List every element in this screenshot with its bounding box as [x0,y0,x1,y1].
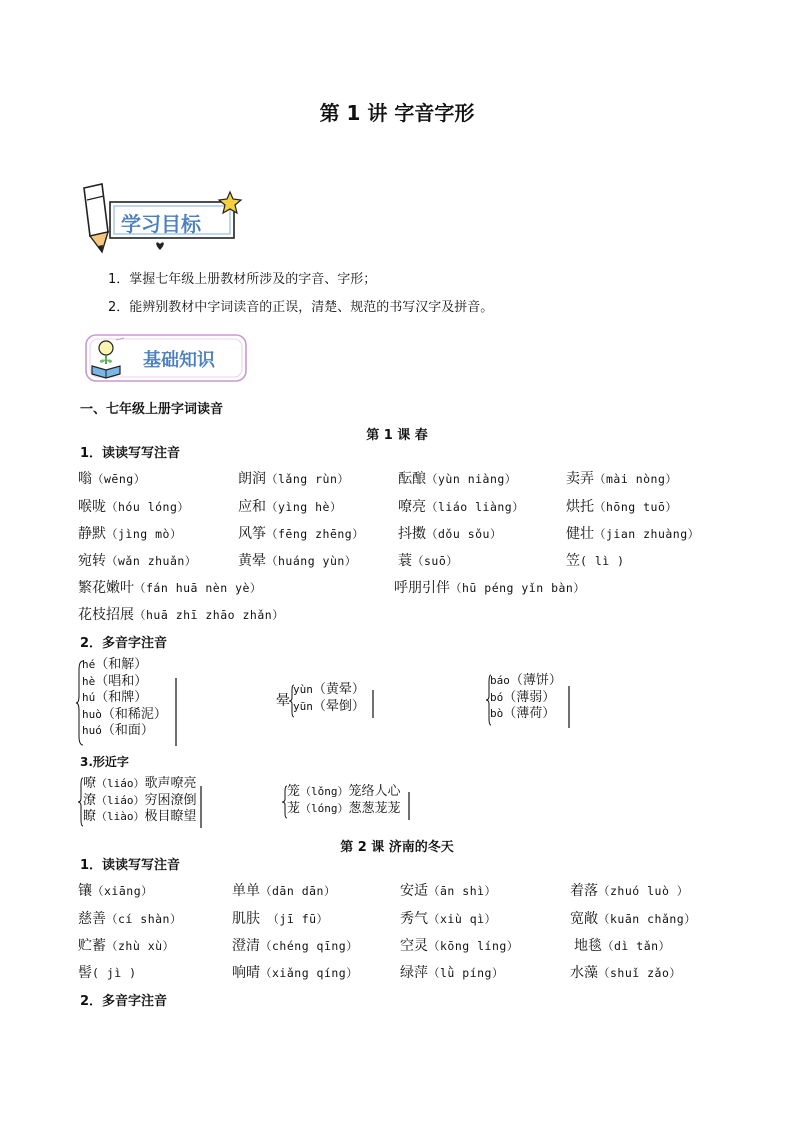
right-bracket [172,678,178,746]
word-entry: 酝酿（yùn niàng） [398,471,517,487]
word-entry: 朗润（lǎng rùn） [238,471,350,487]
word-entry: 慈善（cí shàn） [78,911,182,927]
word-entry: 响晴（xiǎng qíng） [232,965,359,981]
polyphone-item: hè（唱和） [82,673,148,689]
similar-item: 潦（liáo）穷困潦倒 [83,792,197,808]
page-title: 第 1 讲 字音字形 [319,101,475,125]
word-entry: 抖擞（dǒu sǒu） [398,526,502,542]
similar-group-a [83,776,197,826]
word-entry: 单单（dān dān） [232,883,336,899]
word-entry: 蓑（suō） [398,553,459,569]
word-entry: 水藻（shuǐ zǎo） [570,965,682,981]
lesson-1-polyphone-heading: 2．多音字注音 [80,636,168,651]
word-entry: 健壮（jian zhuàng） [566,526,700,542]
polyphone-item: yùn（黄晕） [293,682,365,697]
lesson-1-reading-heading: 1．读读写写注音 [80,446,181,461]
objective-1: 1．掌握七年级上册教材所涉及的字音、字形； [108,272,377,287]
word-entry: 嗡（wēng） [78,471,146,487]
word-entry: 喉咙（hóu lóng） [78,499,190,515]
polyphone-group-bo [490,673,562,723]
word-entry: 空灵（kōng líng） [400,938,519,954]
word-entry: 贮蓄（zhù xù） [78,938,175,954]
polyphone-item: báo（薄饼） [490,673,562,688]
word-entry: 风筝（fēng zhēng） [238,526,365,542]
polyphone-item: huó（和面） [82,723,154,738]
polyphone-item: bò（薄荷） [490,706,556,721]
word-entry: 镶（xiāng） [78,883,154,899]
word-entry: 地毯（dì tǎn） [574,938,671,954]
word-entry: 澄清（chéng qīng） [232,938,359,954]
polyphone-item: huò（和稀泥） [82,706,167,722]
lesson-1-similar-heading: 3.形近字 [80,755,129,769]
lesson-2-reading-heading: 1．读读写写注音 [80,858,181,873]
lesson-2-title: 第 2 课 济南的冬天 [340,840,454,855]
basics-banner-label: 基础知识 [143,350,215,371]
polyphone-item: hú（和牌） [82,690,148,705]
word-entry: 花枝招展（huā zhī zhāo zhǎn） [78,607,285,623]
word-entry: 烘托（hōng tuō） [566,499,678,515]
word-entry: 安适（ān shì） [400,883,497,899]
right-bracket [370,690,376,718]
word-entry: 髻( jì ) [78,965,137,981]
right-bracket [198,786,204,828]
right-bracket [566,686,572,728]
pencil-icon [84,184,108,252]
polyphone-group-he [82,657,167,740]
polyphone-char-yun: 晕 [276,693,290,709]
polyphone-item: yūn（晕倒） [293,698,365,714]
right-bracket [406,792,412,820]
word-entry: 秀气（xiù qì） [400,911,497,927]
lesson-1-title: 第 1 课 春 [366,428,428,443]
word-entry: 静默（jìng mò） [78,526,182,542]
word-entry: 嘹亮（liáo liàng） [398,499,525,515]
section-heading: 一、七年级上册字词读音 [80,402,224,417]
word-entry: 宽敞（kuān chǎng） [570,911,697,927]
word-entry: 肌肤 （jī fū） [232,911,329,927]
similar-item: 茏（lóng）葱葱茏茏 [287,800,401,816]
similar-item: 瞭（liào）极目瞭望 [83,809,197,824]
polyphone-item: bó（薄弱） [490,689,556,705]
word-entry: 着落（zhuó luò ） [570,883,689,899]
objective-2: 2．能辨别教材中字词读音的正误，清楚、规范的书写汉字及拼音。 [108,300,494,315]
word-entry: 呼朋引伴（hū péng yǐn bàn） [394,580,586,596]
lesson-2-polyphone-heading: 2．多音字注音 [80,994,168,1009]
similar-item: 嘹（liáo）歌声嘹亮 [83,776,197,791]
word-entry: 笠( lì ) [566,553,625,569]
word-entry: 绿萍（lǜ píng） [400,965,504,981]
word-entry: 应和（yìng hè） [238,499,342,515]
polyphone-group-yun [293,682,365,715]
word-entry: 宛转（wǎn zhuǎn） [78,553,197,569]
word-entry: 卖弄（mài nòng） [566,471,678,487]
similar-item: 笼（lǒng）笼络人心 [287,784,401,799]
polyphone-item: hé（和解） [82,657,148,672]
similar-group-b [287,784,401,817]
word-entry: 繁花嫩叶（fán huā nèn yè） [78,580,262,596]
word-entry: 黄晕（huáng yùn） [238,553,357,569]
goals-banner-label: 学习目标 [121,212,201,236]
heart-icon [156,242,164,250]
